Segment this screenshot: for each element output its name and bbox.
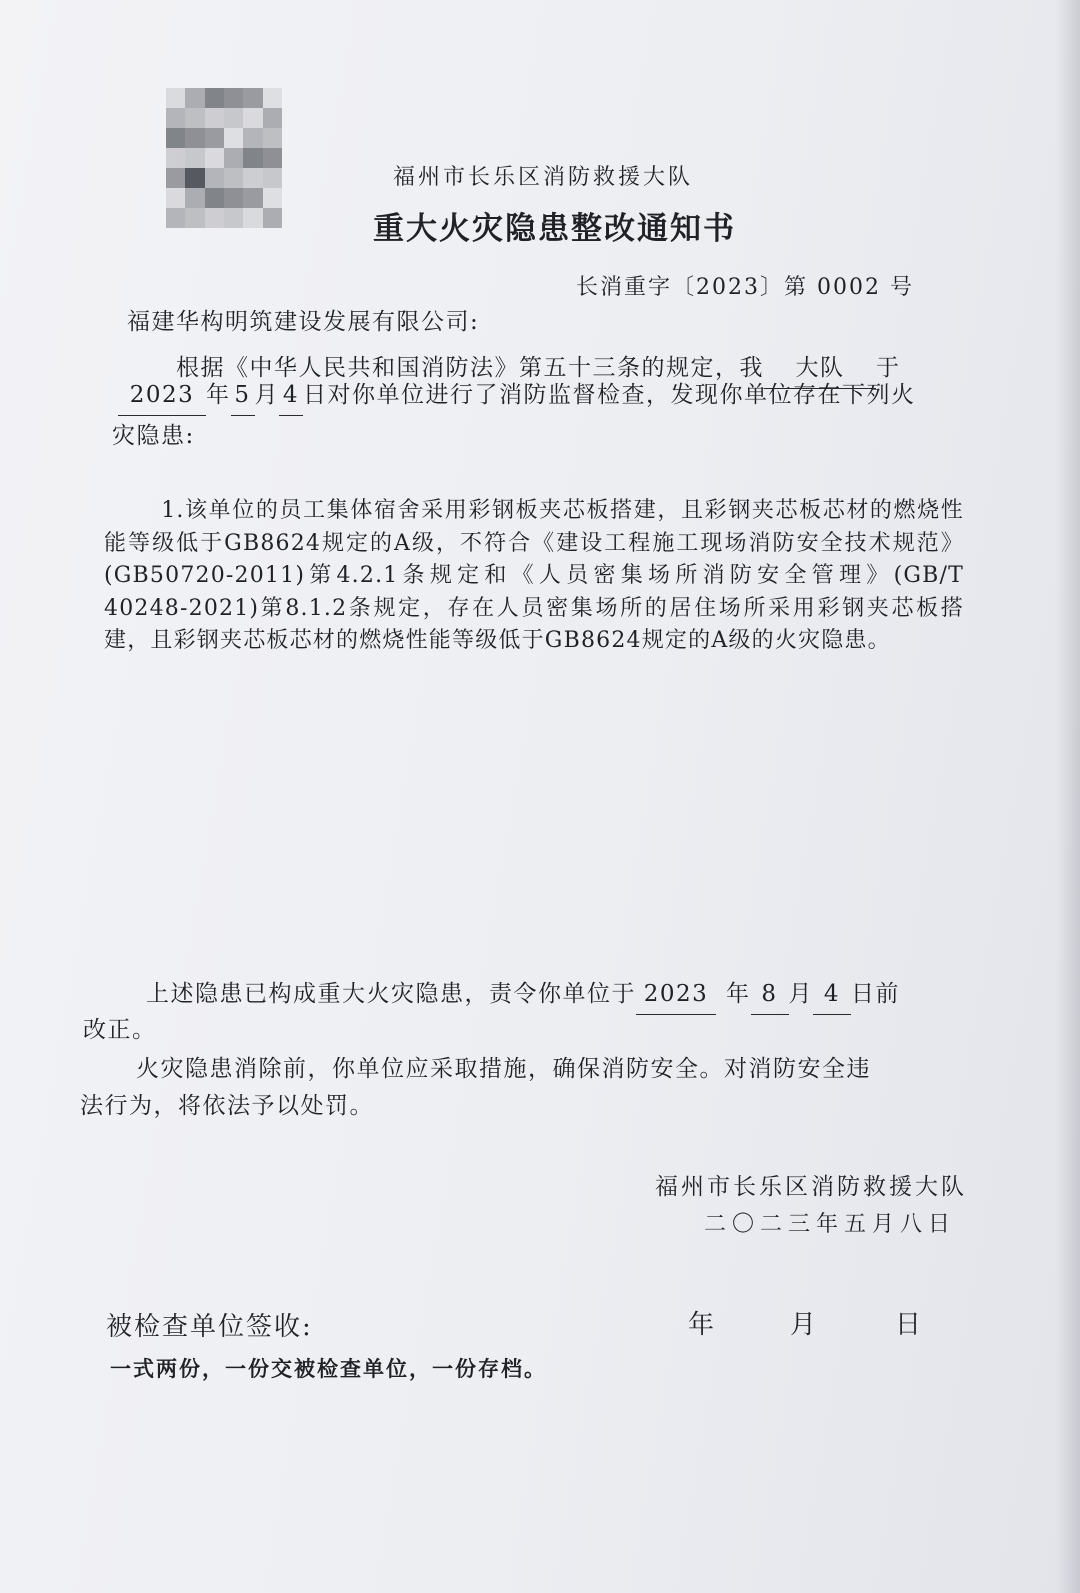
intro-text-b: 于 xyxy=(876,355,901,381)
intro-line-3: 灾隐患: xyxy=(112,423,195,449)
receipt-year-label: 年 xyxy=(688,1310,715,1340)
receipt-month-label: 月 xyxy=(790,1310,817,1340)
intro-line-2 xyxy=(118,375,916,416)
blurred-qr-code xyxy=(166,88,282,228)
signing-date: 二〇二三年五月八日 xyxy=(704,1212,957,1237)
measures-line-2: 法行为，将依法予以处罚。 xyxy=(80,1093,374,1119)
signing-agency: 福州市长乐区消防救援大队 xyxy=(655,1174,967,1200)
deadline-month-suffix: 月 xyxy=(788,981,813,1007)
deadline-text-a: 上述隐患已构成重大火灾隐患，责令你单位于 xyxy=(146,981,636,1007)
deadline-line-2: 改正。 xyxy=(83,1017,157,1043)
page-edge-shadow xyxy=(1056,0,1080,1593)
hazard-finding-1: 1.该单位的员工集体宿舍采用彩钢板夹芯板搭建，且彩钢夹芯板芯材的燃烧性能等级低于GB8624规定的A级，不符合《建设工程施工现场消防安全技术规范》(GB50720-2011)第4.2.1条规定和《人员密集场所消防安全管理》(GB/T 40248-2021)第8.1.2条规定，存在人员密集场所的居住场所采用彩钢夹芯板搭建，且彩钢夹芯板芯材的燃烧性能等级低于GB8624规定的A级的火灾隐患。 xyxy=(104,498,964,653)
month-suffix: 月 xyxy=(254,382,279,408)
receipt-signature-label: 被检查单位签收: xyxy=(106,1312,313,1342)
document-number: 长消重字〔2023〕第 0002 号 xyxy=(576,275,914,300)
deadline-text-b: 日前 xyxy=(851,981,900,1007)
deadline-line-1 xyxy=(146,974,900,1015)
deadline-day-field: 4 xyxy=(813,974,851,1015)
inspection-year-field: 2023 xyxy=(118,375,206,416)
year-suffix: 年 xyxy=(206,382,231,408)
inspecting-unit-field: 大队 xyxy=(764,348,876,389)
receipt-day-label: 日 xyxy=(895,1310,922,1340)
intro-text-a: 根据《中华人民共和国消防法》第五十三条的规定，我 xyxy=(176,355,764,381)
measures-line-1: 火灾隐患消除前，你单位应采取措施，确保消防安全。对消防安全违 xyxy=(136,1056,871,1082)
issuing-agency-header: 福州市长乐区消防救援大队 xyxy=(393,165,694,190)
deadline-year-field: 2023 xyxy=(636,974,716,1015)
addressee: 福建华构明筑建设发展有限公司: xyxy=(127,309,480,335)
deadline-year-suffix: 年 xyxy=(726,981,751,1007)
document-title: 重大火灾隐患整改通知书 xyxy=(373,211,736,247)
deadline-month-field: 8 xyxy=(751,974,789,1015)
inspection-month-field: 5 xyxy=(231,375,255,416)
intro-text-c: 日对你单位进行了消防监督检查，发现你单位存在下列火 xyxy=(303,382,916,408)
copies-note: 一式两份，一份交被检查单位，一份存档。 xyxy=(110,1356,547,1381)
inspection-day-field: 4 xyxy=(279,375,303,416)
